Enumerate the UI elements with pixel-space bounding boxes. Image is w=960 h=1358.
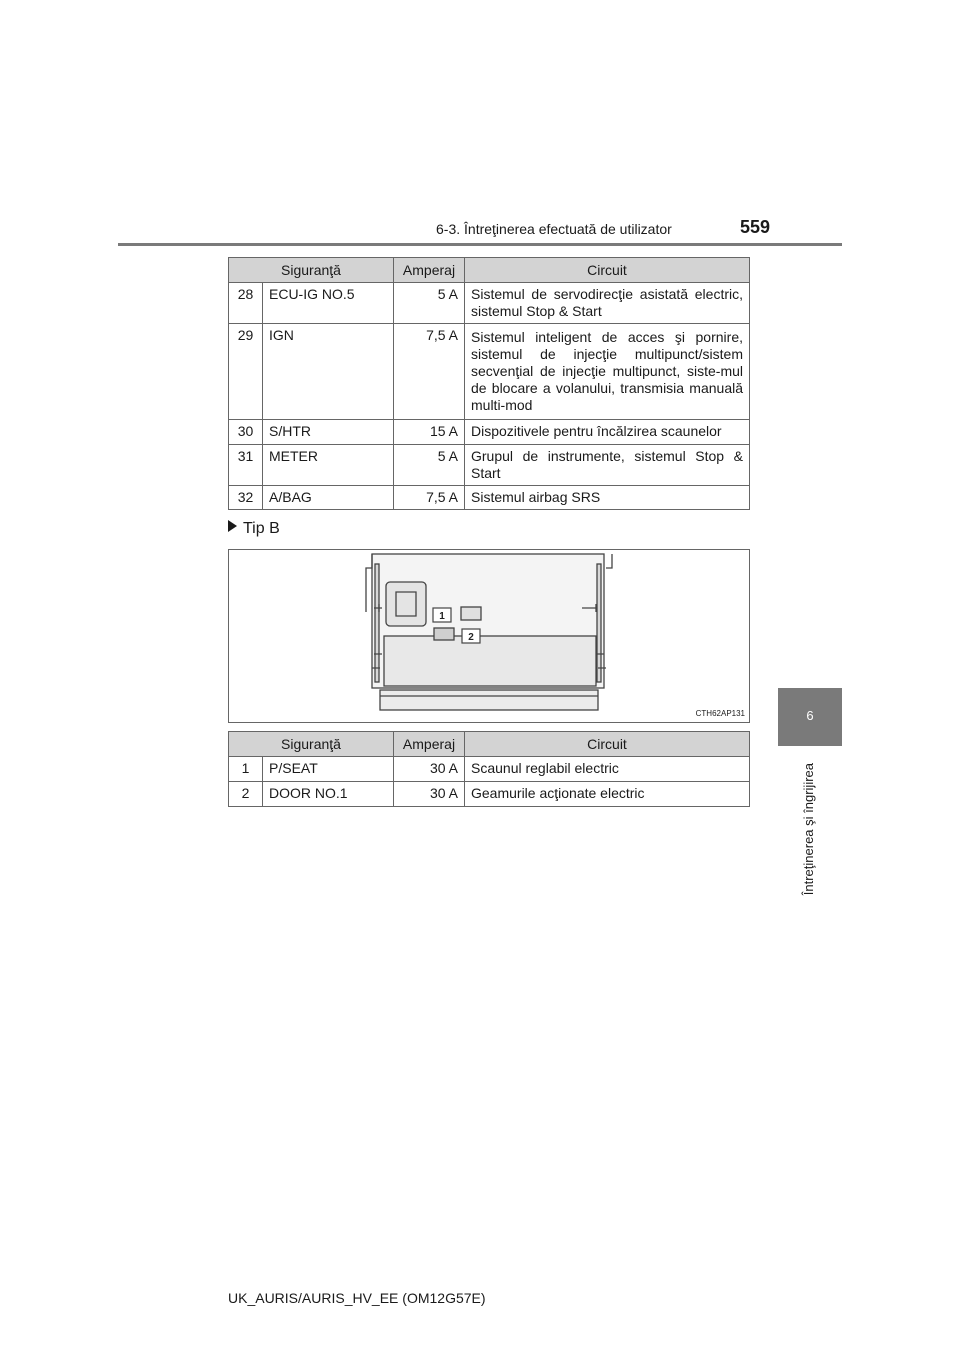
fuse-circuit: Geamurile acţionate electric <box>465 782 750 807</box>
fuse-circuit: Grupul de instrumente, sistemul Stop & Start <box>465 445 750 486</box>
table-row <box>229 486 750 510</box>
fuse-box-diagram <box>228 549 750 723</box>
table-row <box>229 420 750 445</box>
column-header-fuse: Siguranţă <box>229 732 394 757</box>
fuse-amperage: 30 A <box>394 757 465 782</box>
fuse-name: IGN <box>263 324 394 420</box>
fuse-number: 31 <box>229 445 263 486</box>
table-row <box>229 757 750 782</box>
fuse-name: P/SEAT <box>263 757 394 782</box>
table-row <box>229 324 750 420</box>
fuse-number: 30 <box>229 420 263 445</box>
illustration-code: CTH62AP131 <box>695 709 745 718</box>
fuse-circuit: Sistemul inteligent de acces şi pornire, sistemul de injecţie multipunct/sistem secvenţial de injecţie multipunct, siste-mul de blocare a volanului, transmisia manuală multi-mod <box>465 324 750 420</box>
column-header-amperage: Amperaj <box>394 258 465 283</box>
fuse-circuit: Scaunul reglabil electric <box>465 757 750 782</box>
page-number: 559 <box>740 217 771 237</box>
table-header-row <box>229 732 750 757</box>
chapter-number: 6 <box>806 708 814 723</box>
document-code-footer: UK_AURIS/AURIS_HV_EE (OM12G57E) <box>228 1290 486 1306</box>
callout-number: 1 <box>439 611 445 622</box>
fuse-number: 2 <box>229 782 263 807</box>
table-row <box>229 283 750 324</box>
fuse-table-2 <box>228 731 750 807</box>
fuse-name: DOOR NO.1 <box>263 782 394 807</box>
fuse-name: S/HTR <box>263 420 394 445</box>
variant-label-text: Tip B <box>243 520 280 537</box>
fuse-circuit: Sistemul de servodirecţie asistată electric, sistemul Stop & Start <box>465 283 750 324</box>
column-header-fuse: Siguranţă <box>229 258 394 283</box>
fuse-amperage: 7,5 A <box>394 324 465 420</box>
variant-label <box>228 520 280 538</box>
fuse-circuit: Dispozitivele pentru încălzirea scaunelor <box>465 420 750 445</box>
table-row <box>229 445 750 486</box>
fuse-circuit: Sistemul airbag SRS <box>465 486 750 510</box>
callout-number: 2 <box>468 632 474 643</box>
fuse-name: ECU-IG NO.5 <box>263 283 394 324</box>
fuse-name: A/BAG <box>263 486 394 510</box>
column-header-amperage: Amperaj <box>394 732 465 757</box>
fuse-amperage: 5 A <box>394 445 465 486</box>
fuse-number: 1 <box>229 757 263 782</box>
fuse-box-illustration <box>229 550 749 722</box>
column-header-circuit: Circuit <box>465 732 750 757</box>
chapter-title: Întreţinerea şi îngrijirea <box>801 763 816 896</box>
header-divider <box>118 243 842 246</box>
fuse-number: 29 <box>229 324 263 420</box>
fuse-number: 32 <box>229 486 263 510</box>
fuse-number: 28 <box>229 283 263 324</box>
fuse-amperage: 30 A <box>394 782 465 807</box>
chapter-tab <box>778 688 842 746</box>
column-header-circuit: Circuit <box>465 258 750 283</box>
fuse-amperage: 5 A <box>394 283 465 324</box>
table-header-row <box>229 258 750 283</box>
fuse-table-1 <box>228 257 750 510</box>
fuse-name: METER <box>263 445 394 486</box>
fuse-amperage: 15 A <box>394 420 465 445</box>
triangle-bullet-icon <box>228 520 237 532</box>
running-header-section: 6-3. Întreţinerea efectuată de utilizator <box>436 221 672 237</box>
table-row <box>229 782 750 807</box>
fuse-amperage: 7,5 A <box>394 486 465 510</box>
